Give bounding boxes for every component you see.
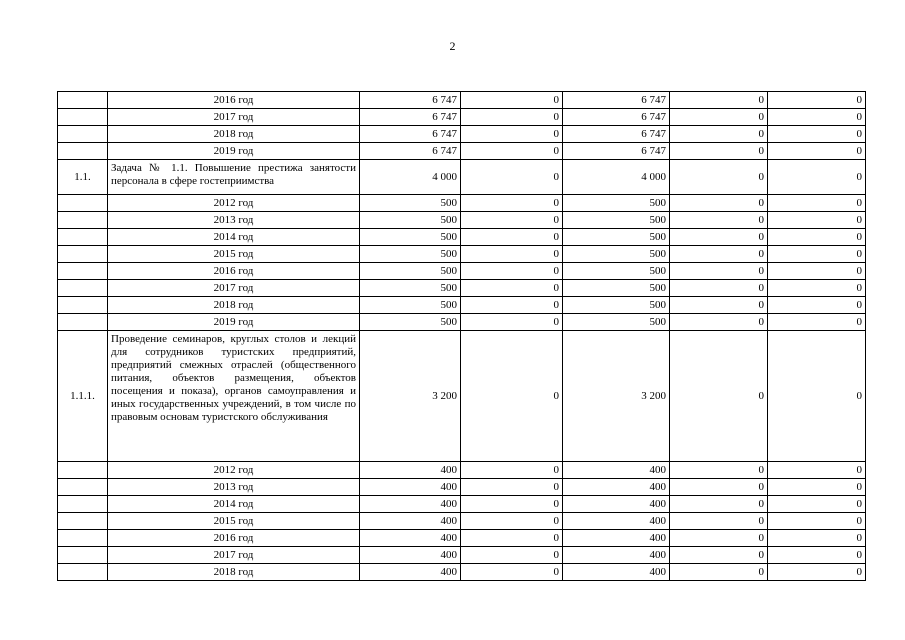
value-cell: 0 bbox=[461, 513, 563, 530]
row-name-cell: 2013 год bbox=[108, 479, 360, 496]
value-cell: 500 bbox=[360, 195, 461, 212]
value-cell: 500 bbox=[360, 212, 461, 229]
value-cell: 500 bbox=[563, 212, 670, 229]
row-name-cell: 2017 год bbox=[108, 547, 360, 564]
value-cell: 0 bbox=[670, 229, 768, 246]
row-name-cell: 2014 год bbox=[108, 496, 360, 513]
value-cell: 0 bbox=[670, 92, 768, 109]
value-cell: 6 747 bbox=[563, 143, 670, 160]
value-cell: 400 bbox=[360, 479, 461, 496]
value-cell: 0 bbox=[461, 530, 563, 547]
row-name-cell: 2013 год bbox=[108, 212, 360, 229]
table-row bbox=[58, 314, 866, 331]
value-cell: 6 747 bbox=[563, 92, 670, 109]
row-name-cell: 2016 год bbox=[108, 530, 360, 547]
value-cell: 400 bbox=[563, 530, 670, 547]
value-cell: 0 bbox=[461, 109, 563, 126]
row-number-cell bbox=[58, 109, 108, 126]
row-number-cell bbox=[58, 263, 108, 280]
table-row bbox=[58, 92, 866, 109]
value-cell: 500 bbox=[563, 297, 670, 314]
value-cell: 500 bbox=[360, 280, 461, 297]
value-cell: 0 bbox=[670, 246, 768, 263]
value-cell: 0 bbox=[670, 479, 768, 496]
row-name-cell: 2015 год bbox=[108, 246, 360, 263]
value-cell: 400 bbox=[360, 564, 461, 581]
value-cell: 0 bbox=[461, 280, 563, 297]
table-row bbox=[58, 126, 866, 143]
value-cell: 0 bbox=[670, 331, 768, 462]
value-cell: 0 bbox=[768, 109, 866, 126]
value-cell: 3 200 bbox=[563, 331, 670, 462]
value-cell: 0 bbox=[768, 479, 866, 496]
value-cell: 6 747 bbox=[360, 126, 461, 143]
row-number-cell: 1.1.1. bbox=[58, 331, 108, 462]
table-row bbox=[58, 195, 866, 212]
row-name-cell: 2018 год bbox=[108, 297, 360, 314]
row-number-cell bbox=[58, 92, 108, 109]
activity-row bbox=[58, 331, 866, 462]
value-cell: 0 bbox=[461, 314, 563, 331]
value-cell: 0 bbox=[461, 462, 563, 479]
row-name-cell: 2014 год bbox=[108, 229, 360, 246]
value-cell: 0 bbox=[768, 513, 866, 530]
row-number-cell bbox=[58, 126, 108, 143]
value-cell: 500 bbox=[360, 314, 461, 331]
value-cell: 400 bbox=[563, 564, 670, 581]
value-cell: 0 bbox=[670, 195, 768, 212]
value-cell: 0 bbox=[670, 462, 768, 479]
value-cell: 0 bbox=[461, 297, 563, 314]
value-cell: 0 bbox=[768, 297, 866, 314]
value-cell: 0 bbox=[461, 331, 563, 462]
task-row bbox=[58, 160, 866, 195]
value-cell: 0 bbox=[768, 280, 866, 297]
row-number-cell bbox=[58, 564, 108, 581]
table-row bbox=[58, 530, 866, 547]
value-cell: 6 747 bbox=[360, 92, 461, 109]
value-cell: 0 bbox=[670, 496, 768, 513]
value-cell: 0 bbox=[768, 126, 866, 143]
value-cell: 500 bbox=[360, 246, 461, 263]
activity-name-cell: Проведение семинаров, круглых столов и лекций для сотрудников туристских предприятий, предприятий смежных отраслей (общественного питания, объектов размещения, объектов посещения и показа), органов самоуправления и иных государственных учреждений, в том числе по правовым основам туристского обслуживания bbox=[108, 331, 360, 462]
value-cell: 0 bbox=[461, 212, 563, 229]
value-cell: 6 747 bbox=[563, 126, 670, 143]
row-number-cell bbox=[58, 530, 108, 547]
value-cell: 4 000 bbox=[360, 160, 461, 195]
row-number-cell bbox=[58, 143, 108, 160]
value-cell: 0 bbox=[768, 331, 866, 462]
value-cell: 400 bbox=[360, 513, 461, 530]
value-cell: 400 bbox=[563, 496, 670, 513]
value-cell: 0 bbox=[670, 530, 768, 547]
row-name-cell: 2017 год bbox=[108, 280, 360, 297]
value-cell: 500 bbox=[563, 229, 670, 246]
row-name-cell: 2019 год bbox=[108, 314, 360, 331]
value-cell: 500 bbox=[563, 246, 670, 263]
value-cell: 0 bbox=[670, 297, 768, 314]
value-cell: 400 bbox=[360, 462, 461, 479]
row-name-cell: 2012 год bbox=[108, 195, 360, 212]
table-row bbox=[58, 229, 866, 246]
row-name-cell: 2019 год bbox=[108, 143, 360, 160]
value-cell: 0 bbox=[461, 126, 563, 143]
table-row bbox=[58, 547, 866, 564]
row-name-cell: 2017 год bbox=[108, 109, 360, 126]
value-cell: 0 bbox=[461, 246, 563, 263]
row-name-cell: 2018 год bbox=[108, 126, 360, 143]
value-cell: 6 747 bbox=[360, 109, 461, 126]
value-cell: 500 bbox=[360, 263, 461, 280]
row-number-cell bbox=[58, 195, 108, 212]
value-cell: 500 bbox=[563, 280, 670, 297]
value-cell: 0 bbox=[461, 160, 563, 195]
value-cell: 0 bbox=[670, 212, 768, 229]
value-cell: 0 bbox=[768, 564, 866, 581]
value-cell: 3 200 bbox=[360, 331, 461, 462]
row-name-cell: 2012 год bbox=[108, 462, 360, 479]
table-row bbox=[58, 263, 866, 280]
table-row bbox=[58, 513, 866, 530]
row-number-cell bbox=[58, 280, 108, 297]
row-number-cell bbox=[58, 297, 108, 314]
value-cell: 0 bbox=[461, 92, 563, 109]
value-cell: 0 bbox=[768, 246, 866, 263]
row-number-cell bbox=[58, 479, 108, 496]
value-cell: 0 bbox=[768, 547, 866, 564]
row-number-cell bbox=[58, 462, 108, 479]
value-cell: 0 bbox=[768, 263, 866, 280]
table-row bbox=[58, 462, 866, 479]
value-cell: 0 bbox=[461, 195, 563, 212]
value-cell: 400 bbox=[563, 462, 670, 479]
value-cell: 0 bbox=[670, 143, 768, 160]
row-number-cell bbox=[58, 513, 108, 530]
value-cell: 0 bbox=[670, 314, 768, 331]
page-number: 2 bbox=[449, 39, 456, 53]
row-name-cell: 2016 год bbox=[108, 263, 360, 280]
table-row bbox=[58, 297, 866, 314]
value-cell: 0 bbox=[461, 496, 563, 513]
value-cell: 0 bbox=[768, 530, 866, 547]
table-row bbox=[58, 212, 866, 229]
value-cell: 0 bbox=[768, 314, 866, 331]
row-number-cell: 1.1. bbox=[58, 160, 108, 195]
table-row bbox=[58, 280, 866, 297]
value-cell: 0 bbox=[768, 229, 866, 246]
value-cell: 0 bbox=[670, 160, 768, 195]
value-cell: 400 bbox=[360, 496, 461, 513]
budget-table bbox=[57, 91, 866, 581]
value-cell: 400 bbox=[360, 530, 461, 547]
task-name-cell: Задача № 1.1. Повышение престижа занятости персонала в сфере гостеприимства bbox=[108, 160, 360, 195]
value-cell: 6 747 bbox=[360, 143, 461, 160]
value-cell: 0 bbox=[768, 92, 866, 109]
table-row bbox=[58, 246, 866, 263]
value-cell: 0 bbox=[670, 263, 768, 280]
table-row bbox=[58, 479, 866, 496]
value-cell: 400 bbox=[360, 547, 461, 564]
value-cell: 0 bbox=[768, 143, 866, 160]
value-cell: 400 bbox=[563, 547, 670, 564]
value-cell: 0 bbox=[461, 263, 563, 280]
value-cell: 0 bbox=[670, 547, 768, 564]
table-row bbox=[58, 496, 866, 513]
row-name-cell: 2016 год bbox=[108, 92, 360, 109]
value-cell: 0 bbox=[768, 496, 866, 513]
value-cell: 0 bbox=[461, 564, 563, 581]
value-cell: 0 bbox=[768, 195, 866, 212]
value-cell: 0 bbox=[461, 547, 563, 564]
row-number-cell bbox=[58, 314, 108, 331]
value-cell: 500 bbox=[563, 263, 670, 280]
value-cell: 0 bbox=[768, 160, 866, 195]
value-cell: 0 bbox=[768, 212, 866, 229]
row-number-cell bbox=[58, 547, 108, 564]
value-cell: 500 bbox=[563, 314, 670, 331]
value-cell: 0 bbox=[461, 143, 563, 160]
value-cell: 500 bbox=[563, 195, 670, 212]
table-row bbox=[58, 109, 866, 126]
value-cell: 0 bbox=[461, 229, 563, 246]
value-cell: 0 bbox=[670, 126, 768, 143]
row-name-cell: 2015 год bbox=[108, 513, 360, 530]
row-number-cell bbox=[58, 212, 108, 229]
row-number-cell bbox=[58, 246, 108, 263]
value-cell: 400 bbox=[563, 479, 670, 496]
value-cell: 0 bbox=[670, 280, 768, 297]
value-cell: 0 bbox=[461, 479, 563, 496]
row-number-cell bbox=[58, 229, 108, 246]
value-cell: 0 bbox=[670, 513, 768, 530]
value-cell: 500 bbox=[360, 297, 461, 314]
value-cell: 0 bbox=[670, 564, 768, 581]
value-cell: 500 bbox=[360, 229, 461, 246]
value-cell: 0 bbox=[670, 109, 768, 126]
table-row bbox=[58, 564, 866, 581]
table-row bbox=[58, 143, 866, 160]
row-name-cell: 2018 год bbox=[108, 564, 360, 581]
value-cell: 0 bbox=[768, 462, 866, 479]
value-cell: 6 747 bbox=[563, 109, 670, 126]
value-cell: 400 bbox=[563, 513, 670, 530]
value-cell: 4 000 bbox=[563, 160, 670, 195]
row-number-cell bbox=[58, 496, 108, 513]
